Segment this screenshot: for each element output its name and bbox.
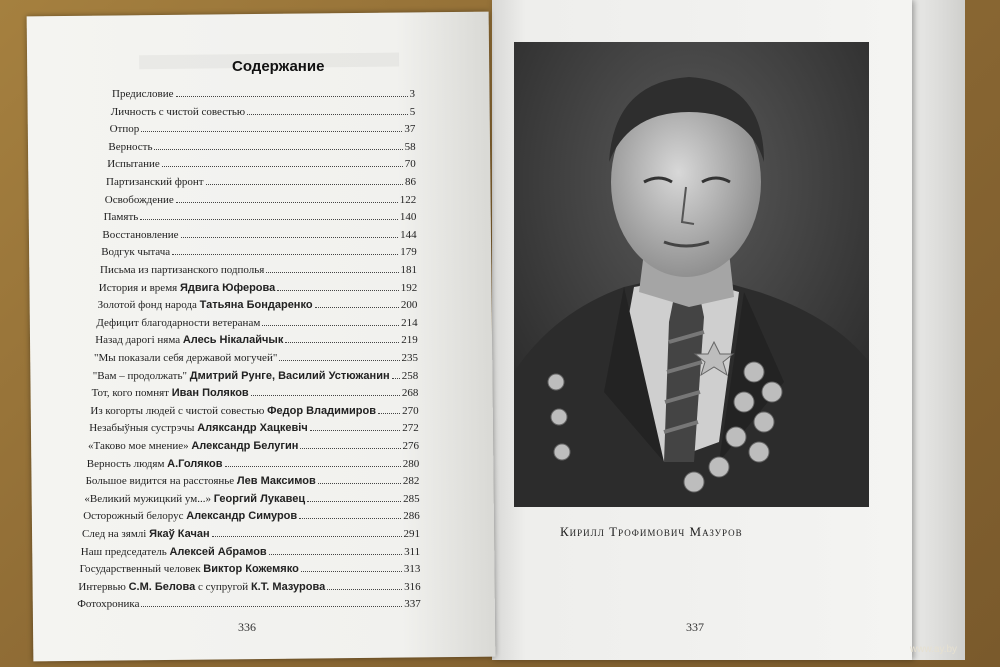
toc-entry-page: 192 [400, 281, 418, 294]
toc-leader-dots [262, 325, 399, 326]
toc-entry-title: Верность людям [86, 457, 165, 470]
toc-entry-title: Наш председатель [80, 545, 167, 558]
toc-entry-title: История и время [98, 281, 178, 294]
toc-entry-author: Алексей Абрамов [169, 545, 267, 558]
toc-entry [96, 317, 417, 333]
toc-entry-page: 3 [409, 88, 415, 100]
toc-entry-label [104, 211, 139, 223]
toc-entry-page: 337 [404, 598, 421, 611]
toc-entry-label [98, 299, 313, 311]
toc-entry [94, 352, 418, 368]
toc-entry-title: След на зямлі [82, 528, 147, 540]
portrait-illustration [514, 42, 869, 507]
toc-entry [112, 88, 415, 104]
toc-entry [110, 123, 416, 139]
toc-entry-label [84, 493, 305, 505]
toc-entry-page: 311 [404, 545, 421, 558]
toc-entry-title: Назад дарогі няма [95, 334, 181, 347]
toc-entry-author: Ядвига Юферова [179, 281, 276, 294]
toc-leader-dots [301, 571, 402, 572]
toc-entry [90, 405, 418, 421]
toc-leader-dots [154, 149, 402, 150]
toc-entry-page: 235 [401, 352, 418, 364]
toc-leader-dots [277, 290, 398, 291]
toc-leader-dots [162, 166, 403, 167]
toc-entry-title: "Мы показали себя державой могучей" [94, 352, 278, 364]
toc-leader-dots [225, 466, 401, 467]
toc-entry-author: Георгий Лукавец [213, 492, 306, 505]
toc-entry-page: 280 [402, 457, 420, 470]
toc-entry-label [96, 317, 260, 329]
toc-entry-author: Татьяна Бондаренко [199, 299, 313, 312]
toc-entry-page: 214 [401, 316, 418, 329]
toc-leader-dots [315, 307, 399, 308]
toc-entry-author: С.М. Белова [128, 580, 196, 593]
toc-leader-dots [181, 237, 399, 238]
toc-entry [81, 546, 420, 562]
toc-entry-page: 272 [402, 422, 419, 435]
toc-entry-page: 219 [401, 334, 418, 347]
toc-entry-author: Виктор Кожемяко [203, 563, 299, 576]
toc-entry-label [87, 458, 223, 470]
toc-entry [92, 387, 419, 403]
toc-entry [105, 194, 416, 210]
toc-entry-label [107, 158, 160, 170]
toc-entry-label [99, 282, 275, 294]
toc-entry-title: Незабыўныя сустрэчы [89, 422, 195, 435]
toc-entry-label [88, 440, 298, 452]
toc-entry [84, 493, 419, 509]
toc-entry-author: Аляксандр Хацкевіч [197, 422, 308, 435]
toc-entry [89, 422, 419, 438]
toc-entry [77, 598, 421, 614]
toc-entry-title: «Великий мужицкий ум...» [84, 492, 211, 505]
toc-entry-title: Тот, кого помнят [91, 387, 169, 400]
toc-entry-label [80, 563, 299, 575]
toc-leader-dots [279, 360, 399, 361]
toc-entry-label [102, 229, 178, 241]
toc-leader-dots [307, 501, 401, 502]
toc-entry-author: Федор Владимиров [267, 404, 376, 417]
toc-leader-dots [141, 131, 402, 132]
toc-entry [83, 510, 420, 526]
toc-entry-label [77, 598, 139, 610]
toc-leader-dots [251, 395, 400, 396]
toc-entry-title: Дефицит благодарности ветеранам [96, 316, 261, 329]
toc-entry [102, 229, 416, 245]
toc-entry-title: Верность [108, 140, 153, 153]
toc-entry [99, 282, 417, 298]
toc-entry-page: 313 [403, 563, 421, 576]
toc-leader-dots [172, 254, 398, 255]
toc-entry-page: 144 [400, 228, 417, 241]
toc-entry-title: Большое видится на расстоянье [85, 475, 235, 488]
toc-entry-label [106, 176, 204, 188]
toc-entry-label [81, 546, 267, 558]
toc-entry-title: Осторожный белорус [83, 510, 184, 523]
toc-entry [101, 246, 417, 262]
toc-entry-label [94, 352, 277, 364]
toc-entry-page: 200 [400, 299, 418, 312]
toc-entry-author: Якаў Качан [149, 528, 210, 540]
toc-entry-title: Государственный человек [79, 563, 201, 576]
toc-entry-label [93, 370, 390, 382]
toc-entry-page: 179 [400, 246, 417, 259]
toc-entry-title: Фотохроника [77, 598, 140, 611]
toc-entry-title: Золотой фонд народа [97, 299, 197, 312]
toc-entry-label [112, 88, 174, 100]
toc-entry-title: "Вам – продолжать" [92, 369, 187, 382]
toc-entry-author: Иван Поляков [171, 387, 249, 400]
toc-entry-label [95, 334, 283, 346]
toc-entry-page: 282 [402, 475, 420, 488]
toc-leader-dots [206, 184, 403, 185]
toc-entry-page: 86 [405, 176, 416, 188]
toc-entry-title: Испытание [107, 158, 160, 171]
toc-leader-dots [140, 219, 398, 220]
toc-entry [95, 334, 418, 350]
toc-entry [108, 141, 415, 157]
toc-entry-author: Дмитрий Рунге, Василий Устюжанин [189, 369, 390, 382]
toc-entry [80, 563, 421, 579]
toc-entry-page: 181 [400, 264, 417, 276]
toc-entry-page: 316 [404, 580, 421, 593]
toc-entry-page: 37 [404, 123, 416, 136]
toc-leader-dots [392, 378, 400, 379]
toc-entry-author: Александр Симуров [186, 510, 298, 523]
toc-entry-label [86, 475, 316, 487]
toc-leader-dots [141, 606, 402, 607]
toc-entry-label [89, 422, 308, 434]
toc-entry-title: Письма из партизанского подполья [100, 264, 265, 276]
toc-entry-title: Память [103, 211, 139, 224]
toc-leader-dots [310, 430, 401, 431]
toc-entry-label [100, 264, 264, 276]
toc-entry-author: Алесь Нікалайчык [182, 334, 284, 347]
toc-entry-page: 70 [404, 158, 416, 171]
toc-entry-label [108, 141, 152, 153]
toc-entry [100, 264, 417, 280]
toc-entry-title: Восстановление [102, 228, 179, 241]
toc-entry-title: Партизанский фронт [106, 176, 204, 188]
toc-entry-label [82, 528, 210, 540]
toc-entry-title: Отпор [109, 123, 140, 136]
toc-entry [78, 581, 420, 597]
toc-leader-dots [327, 589, 402, 590]
toc-leader-dots [300, 448, 400, 449]
toc-entry-page: 122 [399, 193, 417, 206]
page-stack-edge [905, 0, 965, 660]
toc-entry [88, 440, 419, 456]
toc-entry [82, 528, 420, 544]
toc-entry [93, 370, 418, 386]
toc-leader-dots [212, 536, 402, 537]
toc-entry-label [83, 510, 297, 522]
toc-entry-title: Водгук чытача [101, 246, 171, 259]
toc-leader-dots [318, 483, 401, 484]
toc-entry-title: Интервью [78, 580, 126, 593]
toc-leader-dots [176, 202, 398, 203]
toc-entry-label [111, 106, 245, 118]
toc-entry-page: 140 [399, 211, 417, 224]
watermark: www.ay.by [910, 644, 958, 655]
toc-entry-title-continued: с супругой [197, 580, 249, 593]
toc-entry-label [110, 123, 140, 135]
toc-leader-dots [247, 114, 408, 115]
toc-entry-page: 268 [401, 387, 419, 400]
photo-caption: Кирилл Трофимович Мазуров [560, 524, 743, 539]
toc-leader-dots [269, 554, 402, 555]
toc-leader-dots [176, 96, 408, 97]
toc-entry [104, 211, 417, 227]
toc-leader-dots [266, 272, 398, 273]
toc-entry [111, 106, 415, 122]
left-page-number: 336 [238, 620, 256, 634]
toc-entry [87, 458, 419, 474]
toc-entry-title: Из когорты людей с чистой совестью [90, 404, 265, 417]
toc-entry-author: Александр Белугин [191, 440, 299, 452]
toc-entry-page: 258 [401, 369, 419, 382]
toc-entry [107, 158, 416, 174]
portrait-photo [514, 42, 869, 507]
toc-entry-page: 291 [403, 528, 420, 540]
toc-entry [86, 475, 420, 491]
toc-entry-title: Предисловие [112, 88, 174, 100]
toc-entry-label [101, 246, 170, 258]
toc-entry-page: 276 [402, 440, 419, 452]
toc-leader-dots [378, 413, 400, 414]
right-page-number: 337 [686, 620, 704, 634]
toc-entry-page: 285 [403, 492, 420, 505]
toc-leader-dots [285, 342, 399, 343]
toc-title: Содержание [232, 58, 325, 75]
toc-entry-title: Личность с чистой совестью [110, 105, 246, 118]
toc-entry-author: А.Голяков [167, 457, 223, 470]
toc-entry-page: 58 [404, 140, 416, 153]
toc-entry-label [78, 581, 325, 593]
toc-entry [98, 299, 418, 315]
toc-entry-page: 270 [402, 404, 419, 417]
toc-entry-title: Освобождение [104, 193, 174, 206]
toc-entry-label [90, 405, 376, 417]
toc-leader-dots [299, 518, 401, 519]
toc-entry-page: 286 [403, 510, 420, 523]
toc-entry-label [92, 387, 249, 399]
toc-entry-title: «Таково мое мнение» [88, 440, 189, 452]
toc-entry-label [105, 194, 174, 206]
toc-entry-author: Лев Максимов [236, 475, 316, 488]
toc-entry-page: 5 [409, 105, 416, 118]
toc-entry [106, 176, 416, 192]
toc-entry-author: К.Т. Мазурова [250, 580, 326, 593]
